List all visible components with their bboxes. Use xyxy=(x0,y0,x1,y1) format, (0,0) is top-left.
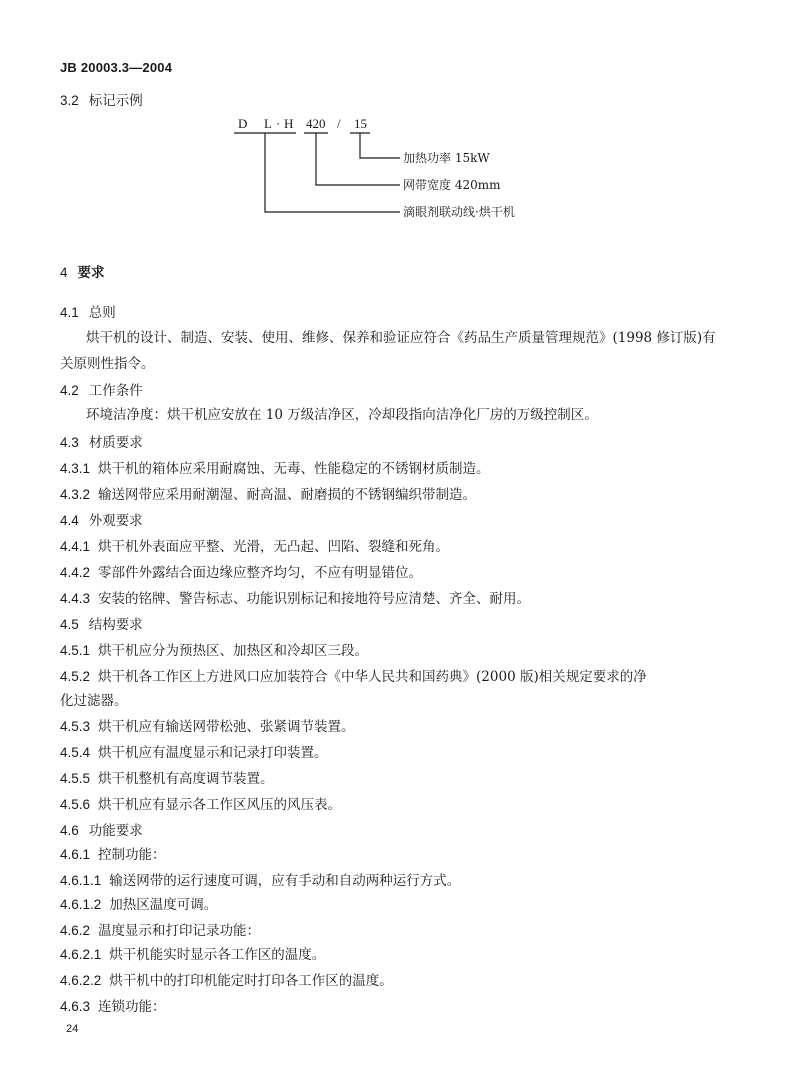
code-d: D xyxy=(238,116,248,131)
clause-text: 零部件外露结合面边缘应整齐均匀，不应有明显错位。 xyxy=(98,565,423,581)
clause-text: 控制功能： xyxy=(98,847,166,863)
clause-number: 4.5.6 xyxy=(60,797,91,812)
clause-number: 4.3.2 xyxy=(60,487,91,502)
clause-text: 输送网带的运行速度可调，应有手动和自动两种运行方式。 xyxy=(109,873,461,889)
section-4-4-heading xyxy=(60,512,143,530)
clause-number: 4.6.3 xyxy=(60,999,91,1014)
clause-4-4-3 xyxy=(60,590,530,608)
clause-text: 烘干机各工作区上方进风口应加装符合《中华人民共和国药典》(2000 版)相关规定要求的净 xyxy=(98,669,647,685)
section-number: 4.4 xyxy=(60,513,79,528)
clause-4-6-1 xyxy=(60,846,166,864)
page-number: 24 xyxy=(66,1023,79,1035)
leader-power xyxy=(360,133,400,158)
clause-4-5-3 xyxy=(60,718,355,736)
section-4-2-heading xyxy=(60,382,143,400)
section-number: 4.5 xyxy=(60,617,79,632)
clause-number: 4.3.1 xyxy=(60,461,91,476)
section-title: 总则 xyxy=(88,305,116,321)
section-title: 要求 xyxy=(77,265,105,281)
section-number: 4.2 xyxy=(60,383,79,398)
clause-4-6-2 xyxy=(60,922,260,940)
clause-text: 化过滤器。 xyxy=(60,693,128,709)
clause-text: 烘干机外表面应平整、光滑，无凸起、凹陷、裂缝和死角。 xyxy=(98,539,450,555)
section-title: 工作条件 xyxy=(88,383,143,399)
section-4-heading xyxy=(60,264,105,282)
clause-4-5-4 xyxy=(60,744,328,762)
marking-example-diagram xyxy=(220,112,540,222)
clause-4-4-2 xyxy=(60,564,422,582)
clause-number: 4.6.2 xyxy=(60,923,91,938)
clause-text: 温度显示和打印记录功能： xyxy=(98,923,261,939)
section-title: 结构要求 xyxy=(88,617,143,633)
clause-text: 烘干机应有输送网带松弛、张紧调节装置。 xyxy=(98,719,355,735)
section-number: 4 xyxy=(60,265,68,280)
clause-text: 烘干机应分为预热区、加热区和冷却区三段。 xyxy=(98,643,369,659)
code-power: 15 xyxy=(354,116,367,131)
clause-text: 烘干机能实时显示各工作区的温度。 xyxy=(109,947,326,963)
clause-4-5-1 xyxy=(60,642,368,660)
section-title: 外观要求 xyxy=(88,513,143,529)
clause-4-4-1 xyxy=(60,538,449,556)
clause-number: 4.4.3 xyxy=(60,591,91,606)
code-width: 420 xyxy=(306,116,326,131)
clause-text: 烘干机应有温度显示和记录打印装置。 xyxy=(98,745,328,761)
code-h: H xyxy=(284,116,294,131)
code-slash: / xyxy=(337,116,341,131)
clause-number: 4.6.2.1 xyxy=(60,947,102,962)
section-4-6-heading xyxy=(60,822,143,840)
section-title: 标记示例 xyxy=(88,93,143,109)
clause-4-6-2-2 xyxy=(60,972,393,990)
clause-number: 4.5.2 xyxy=(60,669,91,684)
clause-number: 4.6.1.1 xyxy=(60,873,102,888)
leader-machine xyxy=(265,133,400,212)
section-4-3-heading xyxy=(60,434,143,452)
clause-number: 4.6.1 xyxy=(60,847,91,862)
code-l: L xyxy=(264,116,272,131)
clause-4-5-6 xyxy=(60,796,341,814)
clause-number: 4.4.1 xyxy=(60,539,91,554)
clause-4-5-5 xyxy=(60,770,274,788)
section-number: 4.3 xyxy=(60,435,79,450)
label-power: 加热功率 15kW xyxy=(403,151,490,165)
section-4-1-heading xyxy=(60,304,116,322)
section-4-5-heading xyxy=(60,616,143,634)
clause-4-3-1 xyxy=(60,460,490,478)
section-title: 功能要求 xyxy=(88,823,143,839)
clause-text: 输送网带应采用耐潮湿、耐高温、耐磨损的不锈钢编织带制造。 xyxy=(98,487,477,503)
clause-number: 4.6.1.2 xyxy=(60,897,102,912)
clause-4-6-2-1 xyxy=(60,946,325,964)
section-number: 3.2 xyxy=(60,93,79,108)
clause-4-6-1-1 xyxy=(60,872,460,890)
clause-number: 4.5.1 xyxy=(60,643,91,658)
clause-text: 烘干机中的打印机能定时打印各工作区的温度。 xyxy=(109,973,393,989)
label-machine: 滴眼剂联动线·烘干机 xyxy=(403,205,515,219)
clause-number: 4.4.2 xyxy=(60,565,91,580)
leader-width xyxy=(316,133,400,185)
clause-text: 安装的铭牌、警告标志、功能识别标记和接地符号应清楚、齐全、耐用。 xyxy=(98,591,531,607)
clause-text: 连锁功能： xyxy=(98,999,166,1015)
clause-4-6-1-2 xyxy=(60,896,217,914)
standard-number: JB 20003.3—2004 xyxy=(60,60,173,75)
clause-4-6-3 xyxy=(60,998,166,1016)
section-title: 材质要求 xyxy=(88,435,143,451)
section-number: 4.1 xyxy=(60,305,79,320)
clause-number: 4.5.3 xyxy=(60,719,91,734)
clause-text: 烘干机的箱体应采用耐腐蚀、无毒、性能稳定的不锈钢材质制造。 xyxy=(98,461,490,477)
paragraph-4-2: 环境洁净度：烘干机应安放在 10 万级洁净区，冷却段指向洁净化厂房的万级控制区。 xyxy=(86,407,598,423)
clause-4-3-2 xyxy=(60,486,476,504)
clause-number: 4.5.4 xyxy=(60,745,91,760)
clause-number: 4.5.5 xyxy=(60,771,91,786)
paragraph-4-1: 烘干机的设计、制造、安装、使用、维修、保养和验证应符合《药品生产质量管理规范》(1998 修订版)有关原则性指令。 xyxy=(60,330,716,372)
clause-text: 加热区温度可调。 xyxy=(109,897,218,913)
clause-text: 烘干机应有显示各工作区风压的风压表。 xyxy=(98,797,342,813)
code-dot: · xyxy=(276,116,281,131)
section-number: 4.6 xyxy=(60,823,79,838)
clause-4-5-2 xyxy=(60,668,647,686)
clause-text: 烘干机整机有高度调节装置。 xyxy=(98,771,274,787)
label-width: 网带宽度 420mm xyxy=(403,178,501,192)
clause-number: 4.6.2.2 xyxy=(60,973,102,988)
clause-4-5-2-continued xyxy=(60,692,128,710)
section-3-2-heading xyxy=(60,92,143,110)
